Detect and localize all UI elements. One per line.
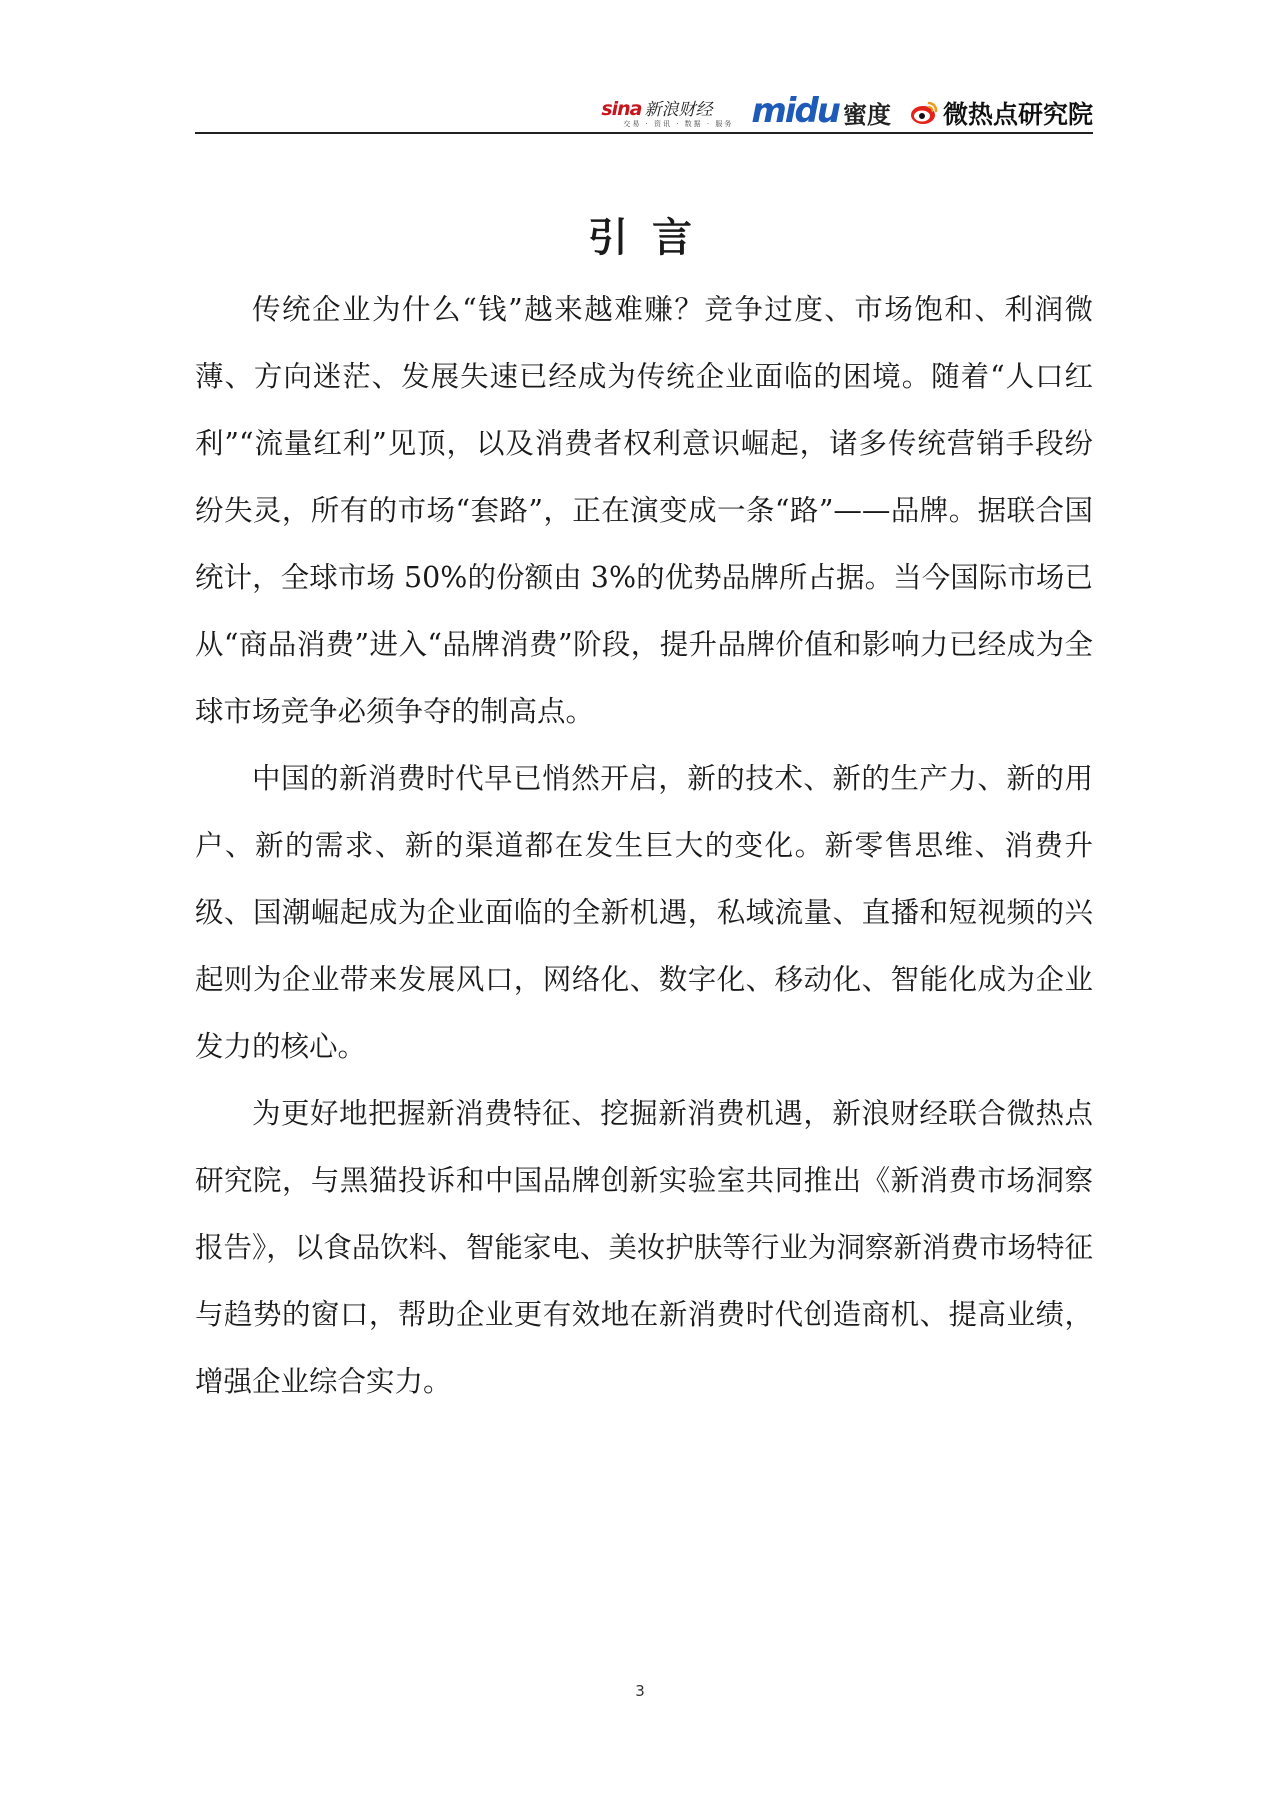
midu-logo-word: midu bbox=[751, 91, 839, 131]
sina-finance-logo bbox=[601, 100, 733, 128]
sina-logo-tagline: 交易 · 资讯 · 数据 · 服务 bbox=[623, 120, 734, 128]
page-title: 引言 bbox=[588, 214, 716, 261]
sina-logo-cn: 新浪财经 bbox=[644, 100, 713, 120]
wrd-institute-logo bbox=[909, 98, 1093, 128]
weibo-eye-icon bbox=[909, 98, 939, 128]
page-number: 3 bbox=[635, 1682, 645, 1700]
midu-logo bbox=[751, 91, 891, 131]
page-header bbox=[195, 86, 1093, 134]
document-body bbox=[195, 276, 1093, 1415]
wrd-logo-cn: 微热点研究院 bbox=[942, 100, 1093, 129]
paragraph: 传统企业为什么“钱”越来越难赚？竞争过度、市场饱和、利润微薄、方向迷茫、发展失速已经成为传统企业面临的困境。随着“人口红利”“流量红利”见顶，以及消费者权利意识崛起，诸多传统营销手段纷纷失灵，所有的市场“套路”，正在演变成一条“路”——品牌。据联合国统计，全球市场 50%的份额由 3%的优势品牌所占据。当今国际市场已从“商品消费”进入“品牌消费”阶段，提升品牌价值和影响力已经成为全球市场竞争必须争夺的制高点。 bbox=[195, 293, 1093, 728]
sina-logo-word: sina bbox=[601, 98, 642, 120]
paragraph: 中国的新消费时代早已悄然开启，新的技术、新的生产力、新的用户、新的需求、新的渠道都在发生巨大的变化。新零售思维、消费升级、国潮崛起成为企业面临的全新机遇，私域流量、直播和短视频的兴起则为企业带来发展风口，网络化、数字化、移动化、智能化成为企业发力的核心。 bbox=[195, 762, 1093, 1063]
paragraph: 为更好地把握新消费特征、挖掘新消费机遇，新浪财经联合微热点研究院，与黑猫投诉和中国品牌创新实验室共同推出《新消费市场洞察报告》，以食品饮料、智能家电、美妆护肤等行业为洞察新消费市场特征与趋势的窗口，帮助企业更有效地在新消费时代创造商机、提高业绩，增强企业综合实力。 bbox=[195, 1097, 1093, 1398]
midu-logo-cn: 蜜度 bbox=[842, 101, 891, 129]
header-logos bbox=[601, 91, 1093, 131]
